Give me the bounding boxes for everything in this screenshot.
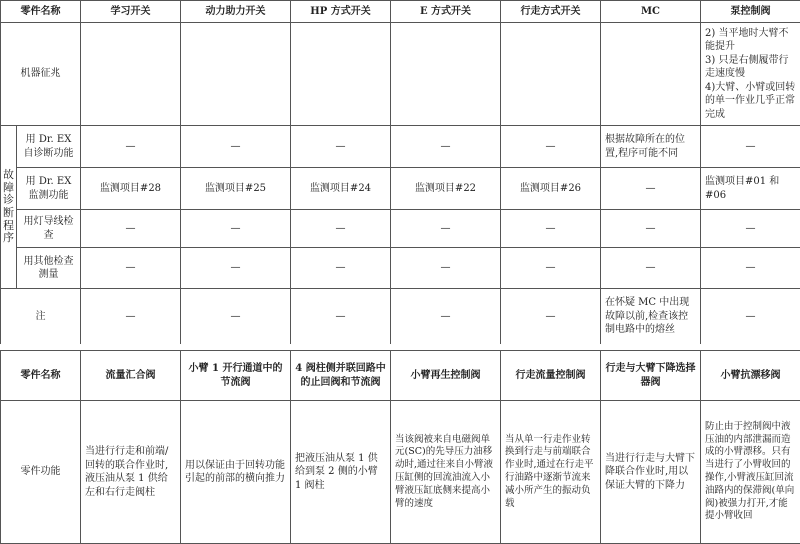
header-check-throttle-valve: 4 阀柱侧并联回路中的止回阀和节流阀 xyxy=(291,351,391,401)
diag-group-label: 故 障 诊 断 程 序 xyxy=(1,126,17,289)
header-travel-flow-valve: 行走流量控制阀 xyxy=(501,351,601,401)
diag-cell: — xyxy=(391,126,501,168)
function-cell: 当该阀被来自电磁阀单元(SC)的先导压力油移动时,通过往来自小臂液压缸侧的回流油流入小臂液压缸底侧来提高小臂的速度 xyxy=(391,401,501,544)
diag-cell: — xyxy=(601,210,701,248)
note-cell: — xyxy=(181,289,291,345)
diag-cell: — xyxy=(81,248,181,289)
diag-cell: — xyxy=(601,168,701,210)
diag-cell: 根据故障所在的位置,程序可能不同 xyxy=(601,126,701,168)
header-learn-switch: 学习开关 xyxy=(81,1,181,23)
diag-row-label: 用其他检查测量 xyxy=(17,248,81,289)
table1-header-row xyxy=(1,1,800,23)
diag-row-label: 用 Dr. EX 自诊断功能 xyxy=(17,126,81,168)
diag-cell: — xyxy=(181,126,291,168)
symptom-cell xyxy=(291,23,391,126)
function-cell: 用以保证由于回转功能引起的前部的横向推力 xyxy=(181,401,291,544)
diag-cell: — xyxy=(701,210,800,248)
diag-cell: 监测项目#26 xyxy=(501,168,601,210)
header-travel-mode-switch: 行走方式开关 xyxy=(501,1,601,23)
function-cell: 当进行行走和前端/回转的联合作业时,液压油从泵 1 供给左和右行走阀柱 xyxy=(81,401,181,544)
note-cell: 在怀疑 MC 中出现故障以前,检查该控制电路中的熔丝 xyxy=(601,289,701,345)
diag-cell: — xyxy=(291,248,391,289)
diag-row xyxy=(1,168,800,210)
note-row xyxy=(1,289,800,345)
symptom-cell xyxy=(81,23,181,126)
diag-cell: — xyxy=(291,126,391,168)
diag-cell: — xyxy=(701,126,800,168)
note-cell: — xyxy=(81,289,181,345)
diag-cell: — xyxy=(81,210,181,248)
diag-cell: 监测项目#28 xyxy=(81,168,181,210)
function-label: 零件功能 xyxy=(1,401,81,544)
header-power-boost-switch: 动力助力开关 xyxy=(181,1,291,23)
diag-row-label: 用 Dr. EX 监测功能 xyxy=(17,168,81,210)
diag-cell: — xyxy=(181,248,291,289)
function-cell: 把液压油从泵 1 供给到泵 2 侧的小臂 1 阀柱 xyxy=(291,401,391,544)
function-cell: 当从单一行走作业转换到行走与前端联合作业时,通过在行走平行油路中逐渐节流来减小所产生的振动负载 xyxy=(501,401,601,544)
symptom-pump-valve-text: 2) 当平地时大臂不能提升 3) 只是右侧履带行走速度慢 4)大臂、小臂或回转的单一作业几乎正常完成 xyxy=(701,23,800,126)
note-cell: — xyxy=(701,289,800,345)
diag-row xyxy=(1,126,800,168)
diag-cell: — xyxy=(501,210,601,248)
header-arm-regen-valve: 小臂再生控制阀 xyxy=(391,351,501,401)
function-cell: 防止由于控制阀中液压油的内部泄漏而造成的小臂漂移。只有当进行了小臂收回的操作,小臂液压缸回流油路内的保滞阀(单向阀)被强力打开,才能提小臂收回 xyxy=(701,401,800,544)
diag-cell: — xyxy=(501,126,601,168)
diag-cell: 监测项目#01 和#06 xyxy=(701,168,800,210)
header-arm1-throttle-valve: 小臂 1 开行通道中的节流阀 xyxy=(181,351,291,401)
function-row xyxy=(1,401,800,544)
header-part-name: 零件名称 xyxy=(1,351,81,401)
diag-cell: — xyxy=(181,210,291,248)
symptom-cell xyxy=(501,23,601,126)
note-cell: — xyxy=(501,289,601,345)
symptom-cell xyxy=(181,23,291,126)
header-hp-mode-switch: HP 方式开关 xyxy=(291,1,391,23)
diag-cell: — xyxy=(701,248,800,289)
diag-cell: — xyxy=(501,248,601,289)
header-arm-anti-drift-valve: 小臂抗漂移阀 xyxy=(701,351,800,401)
diag-cell: 监测项目#24 xyxy=(291,168,391,210)
symptom-label: 机器征兆 xyxy=(1,23,81,126)
note-label: 注 xyxy=(1,289,81,345)
diag-cell: 监测项目#25 xyxy=(181,168,291,210)
note-cell: — xyxy=(391,289,501,345)
header-mc: MC xyxy=(601,1,701,23)
function-cell: 当进行行走与大臂下降联合作业时,用以保证大臂的下降力 xyxy=(601,401,701,544)
diag-row-label: 用灯导线检查 xyxy=(17,210,81,248)
diag-row xyxy=(1,248,800,289)
header-part-name: 零件名称 xyxy=(1,1,81,23)
table2-header-row xyxy=(1,351,800,401)
diag-cell: — xyxy=(391,210,501,248)
diag-cell: — xyxy=(291,210,391,248)
header-travel-boom-selector-valve: 行走与大臂下降选择器阀 xyxy=(601,351,701,401)
header-e-mode-switch: E 方式开关 xyxy=(391,1,501,23)
header-pump-control-valve: 泵控制阀 xyxy=(701,1,800,23)
symptom-cell xyxy=(601,23,701,126)
diag-cell: — xyxy=(391,248,501,289)
diag-cell: — xyxy=(81,126,181,168)
part-function-table xyxy=(0,350,800,544)
symptom-cell xyxy=(391,23,501,126)
diag-cell: — xyxy=(601,248,701,289)
diag-cell: 监测项目#22 xyxy=(391,168,501,210)
header-flow-combining-valve: 流量汇合阀 xyxy=(81,351,181,401)
diag-row xyxy=(1,210,800,248)
note-cell: — xyxy=(291,289,391,345)
symptom-row xyxy=(1,23,800,126)
